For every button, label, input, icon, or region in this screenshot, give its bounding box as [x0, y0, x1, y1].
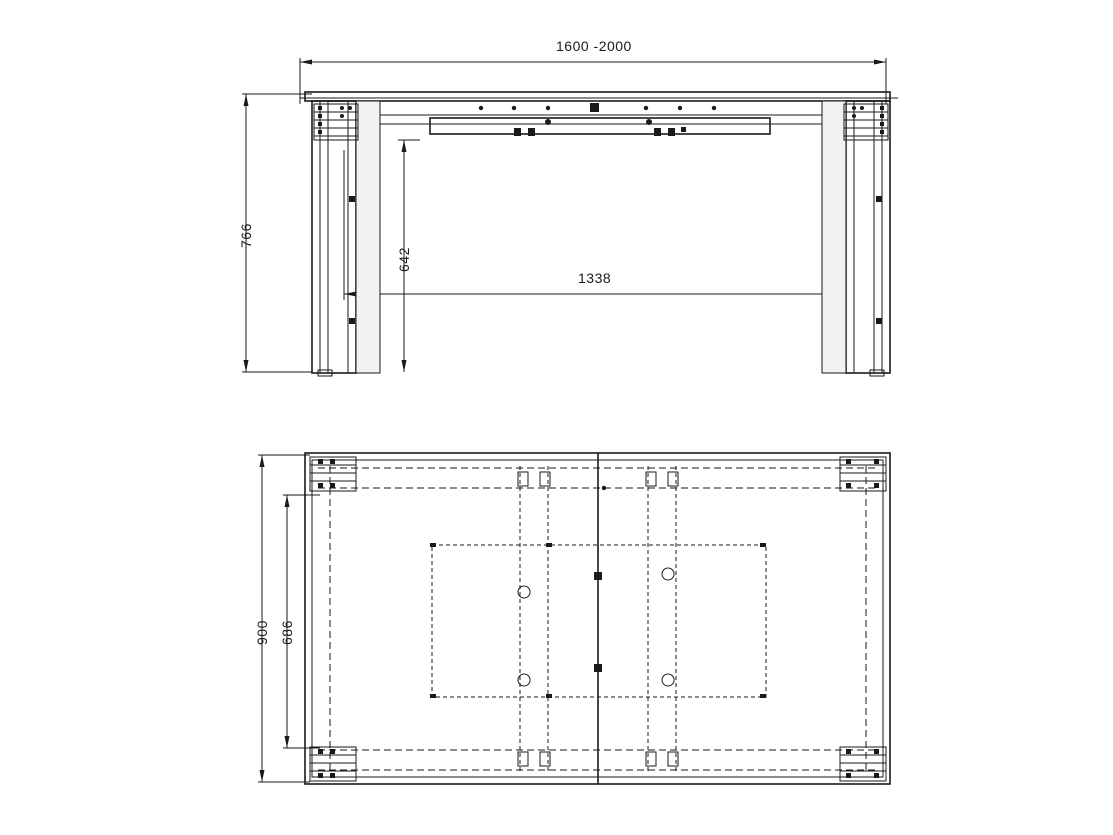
dim-label-front-inner-width: 1338 [578, 270, 612, 286]
center-panel-outline [432, 545, 766, 697]
corner-bracket-bottom-right [840, 747, 886, 781]
dim-label-plan-depth: 900 [254, 620, 270, 645]
dim-plan-depth [258, 455, 310, 782]
dim-label-front-width: 1600 -2000 [556, 38, 632, 54]
left-bracket-detail [314, 104, 358, 140]
topslab-fixings [479, 103, 716, 112]
dim-front-width [300, 58, 886, 104]
corner-bracket-bottom-left [310, 747, 356, 781]
corner-bracket-top-right [840, 457, 886, 491]
dim-label-front-inner-height: 642 [396, 247, 412, 272]
dim-label-plan-inner-depth: 686 [279, 620, 295, 645]
front-elevation-view [242, 58, 898, 376]
dim-label-front-height: 766 [238, 223, 254, 248]
top-plan-view [258, 453, 890, 784]
right-bracket-detail [844, 104, 888, 140]
corner-bracket-top-left [310, 457, 356, 491]
